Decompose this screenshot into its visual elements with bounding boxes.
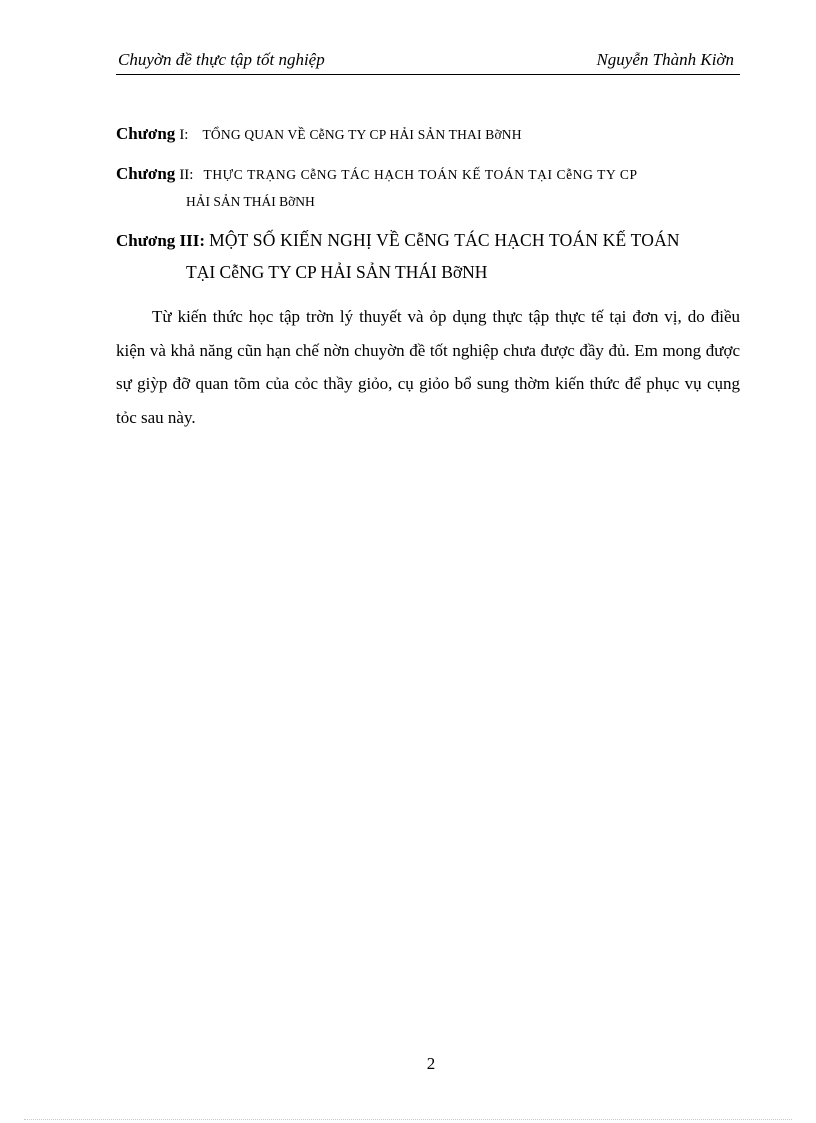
- chapter-title-continuation: TẠI CễNG TY CP HẢI SẢN THÁI BỡNH: [186, 262, 488, 282]
- chapter-title-continuation: HẢI SẢN THÁI BỡNH: [186, 194, 315, 209]
- chapter-title: MỘT SỐ KIẾN NGHỊ VỀ CễNG TÁC HẠCH TOÁN KẾ TOÁN: [209, 230, 680, 250]
- chapter-label: Chương: [116, 124, 176, 143]
- chapter-number: I:: [179, 127, 189, 143]
- page-bottom-edge: [24, 1119, 792, 1120]
- header-document-title: Chuyờn đề thực tập tốt nghiệp: [118, 50, 325, 69]
- chapter-label: Chương: [116, 164, 176, 183]
- body-paragraph: Từ kiến thức học tập trờn lý thuyết và ỏp dụng thực tập thực tế tại đơn vị, do điều kiện và khả năng cũn hạn chế nờn chuyờn đề tốt nghiệp chưa được đầy đủ. Em mong được sự giỳp đỡ quan tõm của cỏc thầy giỏo, cụ giỏo bổ sung thờm kiến thức để phục vụ cụng tỏc sau này.: [116, 307, 740, 427]
- page-number: 2: [426, 1054, 436, 1073]
- chapter-label: Chương III:: [116, 231, 206, 250]
- chapter-1-heading: [116, 124, 740, 144]
- chapter-number: II:: [179, 167, 194, 183]
- chapter-title: TỔNG QUAN VỀ CễNG TY CP HẢI SẢN THAI BỡNH: [202, 127, 522, 142]
- chapter-title: THỰC TRẠNG CễNG TÁC HẠCH TOÁN KẾ TOÁN TẠI CễNG TY CP: [203, 167, 638, 182]
- chapter-3-heading: [116, 230, 740, 282]
- chapter-2-heading: [116, 164, 740, 209]
- header-author-name: Nguyễn Thành Kiờn: [596, 50, 734, 69]
- running-header: [116, 48, 740, 75]
